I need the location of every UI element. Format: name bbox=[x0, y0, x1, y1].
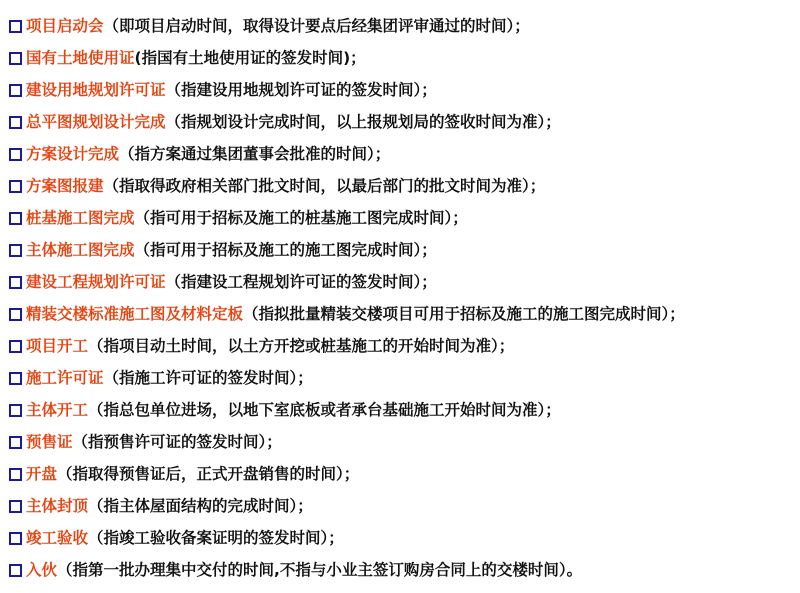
milestone-description: （指竣工验收备案证明的签发时间）； bbox=[88, 529, 344, 547]
list-item bbox=[9, 170, 799, 202]
milestone-term: 精装交楼标准施工图及材料定板 bbox=[26, 305, 244, 323]
milestone-description: （指建设用地规划许可证的签发时间）； bbox=[165, 81, 437, 99]
milestone-description: （指拟批量精装交楼项目可用于招标及施工的施工图完成时间）； bbox=[243, 305, 685, 323]
hollow-square-bullet-icon bbox=[9, 148, 22, 161]
milestone-description: （指建设工程规划许可证的签发时间）； bbox=[165, 273, 437, 291]
milestone-term: 项目启动会 bbox=[26, 17, 104, 35]
list-item bbox=[9, 554, 799, 586]
milestone-description: （指取得政府相关部门批文时间，以最后部门的批文时间为准）； bbox=[103, 177, 546, 195]
hollow-square-bullet-icon bbox=[9, 52, 22, 65]
milestone-description: （指可用于招标及施工的桩基施工图完成时间）； bbox=[134, 209, 468, 227]
hollow-square-bullet-icon bbox=[9, 532, 22, 545]
hollow-square-bullet-icon bbox=[9, 276, 22, 289]
milestone-term: 建设工程规划许可证 bbox=[26, 273, 166, 291]
list-item bbox=[9, 458, 799, 490]
milestone-term: 方案图报建 bbox=[26, 177, 104, 195]
list-item bbox=[9, 10, 799, 42]
list-item bbox=[9, 362, 799, 394]
milestone-description: （指第一批办理集中交付的时间,不指与小业主签订购房合同上的交楼时间）。 bbox=[57, 561, 583, 579]
milestone-term: 项目开工 bbox=[26, 337, 89, 355]
milestone-description: （指主体屋面结构的完成时间）； bbox=[88, 497, 313, 515]
list-item bbox=[9, 234, 799, 266]
milestone-description: (指国有土地使用证的签发时间)； bbox=[134, 49, 366, 67]
list-item bbox=[9, 426, 799, 458]
hollow-square-bullet-icon bbox=[9, 468, 22, 481]
list-item bbox=[9, 522, 799, 554]
list-item bbox=[9, 330, 799, 362]
list-item bbox=[9, 74, 799, 106]
milestone-term: 施工许可证 bbox=[26, 369, 104, 387]
milestone-term: 开盘 bbox=[26, 465, 58, 483]
hollow-square-bullet-icon bbox=[9, 84, 22, 97]
milestone-term: 建设用地规划许可证 bbox=[26, 81, 166, 99]
list-item bbox=[9, 394, 799, 426]
list-item bbox=[9, 202, 799, 234]
milestone-description: （即项目启动时间，取得设计要点后经集团评审通过的时间）； bbox=[103, 17, 530, 35]
milestone-definition-list bbox=[9, 10, 799, 586]
milestone-term: 入伙 bbox=[26, 561, 58, 579]
hollow-square-bullet-icon bbox=[9, 212, 22, 225]
hollow-square-bullet-icon bbox=[9, 500, 22, 513]
milestone-term: 总平图规划设计完成 bbox=[26, 113, 166, 131]
milestone-term: 竣工验收 bbox=[26, 529, 89, 547]
milestone-description: （指方案通过集团董事会批准的时间）； bbox=[119, 145, 391, 163]
list-item bbox=[9, 106, 799, 138]
milestone-description: （指可用于招标及施工的施工图完成时间）； bbox=[134, 241, 437, 259]
milestone-term: 主体开工 bbox=[26, 401, 89, 419]
list-item bbox=[9, 490, 799, 522]
milestone-description: （指规划设计完成时间，以上报规划局的签收时间为准）； bbox=[165, 113, 561, 131]
hollow-square-bullet-icon bbox=[9, 372, 22, 385]
milestone-description: （指项目动土时间，以土方开挖或桩基施工的开始时间为准）； bbox=[88, 337, 515, 355]
milestone-term: 主体施工图完成 bbox=[26, 241, 135, 259]
milestone-term: 预售证 bbox=[26, 433, 73, 451]
list-item bbox=[9, 42, 799, 74]
hollow-square-bullet-icon bbox=[9, 564, 22, 577]
hollow-square-bullet-icon bbox=[9, 180, 22, 193]
hollow-square-bullet-icon bbox=[9, 116, 22, 129]
list-item bbox=[9, 138, 799, 170]
hollow-square-bullet-icon bbox=[9, 20, 22, 33]
hollow-square-bullet-icon bbox=[9, 244, 22, 257]
milestone-term: 方案设计完成 bbox=[26, 145, 120, 163]
milestone-description: （指取得预售证后，正式开盘销售的时间）； bbox=[57, 465, 360, 483]
milestone-description: （指总包单位进场，以地下室底板或者承台基础施工开始时间为准）； bbox=[88, 401, 561, 419]
milestone-term: 桩基施工图完成 bbox=[26, 209, 135, 227]
hollow-square-bullet-icon bbox=[9, 308, 22, 321]
milestone-description: （指预售许可证的签发时间）； bbox=[72, 433, 282, 451]
milestone-term: 国有土地使用证 bbox=[26, 49, 135, 67]
hollow-square-bullet-icon bbox=[9, 436, 22, 449]
list-item bbox=[9, 266, 799, 298]
milestone-term: 主体封顶 bbox=[26, 497, 89, 515]
hollow-square-bullet-icon bbox=[9, 404, 22, 417]
milestone-description: （指施工许可证的签发时间）； bbox=[103, 369, 313, 387]
list-item bbox=[9, 298, 799, 330]
hollow-square-bullet-icon bbox=[9, 340, 22, 353]
